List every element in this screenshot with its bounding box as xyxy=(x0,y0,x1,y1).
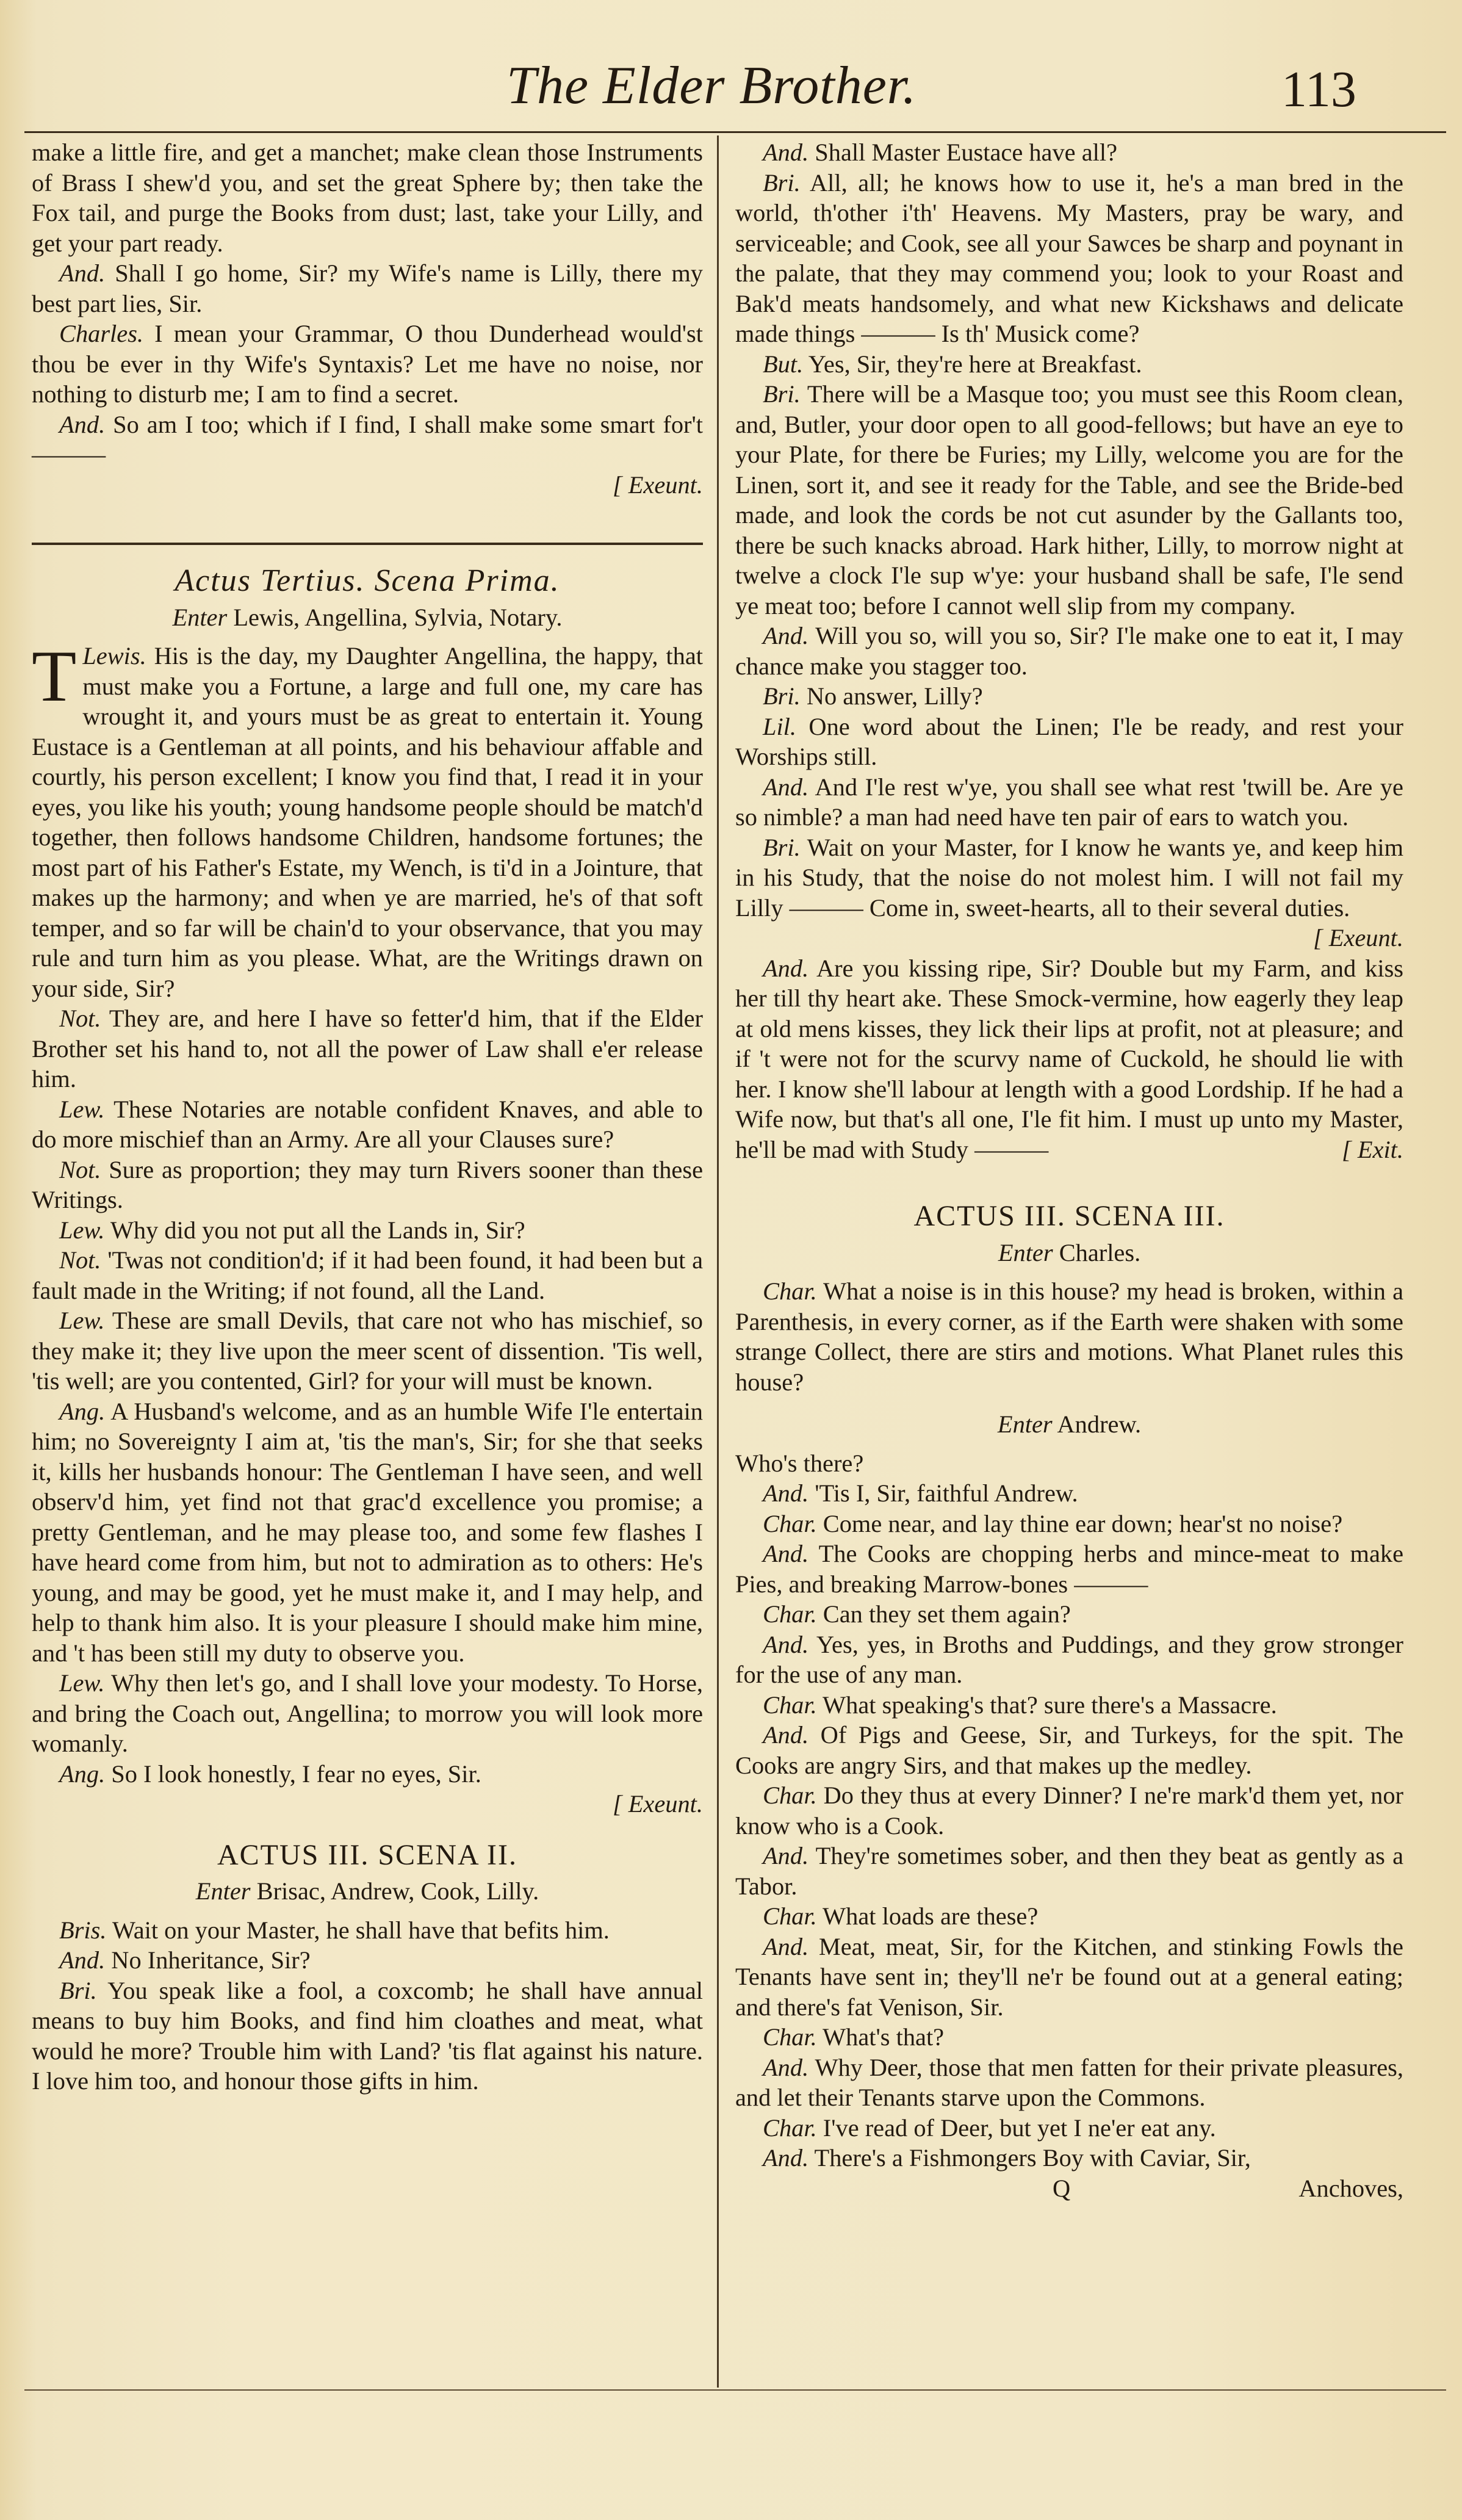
dialogue-text: Will you so, will you so, Sir? I'le make one to eat it, I may chance make you stagger too. xyxy=(735,622,1403,680)
speaker-name: Bri. xyxy=(763,380,801,408)
dialogue-line xyxy=(735,1509,1403,1539)
speaker-name: And. xyxy=(763,1540,809,1567)
dialogue-text: His is the day, my Daughter Angellina, the happy, that must make you a Fortune, a large and full one, my care has wrought it, and yours must be as great to entertain it. Young Eustace is a Gentleman at all points, and his behaviour affable and courtly, his person excellent; I know you find that, I read it in your eyes, you like his youth; young handsome people should be match'd together, then follows handsome Children, handsome fortunes; the most part of his Father's Estate, my Wench, is ti'd in a Jointure, that makes up the harmony; and when ye are married, he's of that soft temper, and so far will be chain'd to your observance, that you may rule and turn him as you please. What, are the Writings drawn on your side, Sir? xyxy=(32,642,703,1002)
dialogue-text: Are you kissing ripe, Sir? Double but my Farm, and kiss her till thy heart ake. These Smock-vermine, how eagerly they leap at old mens kisses, they lick their lips at profit, not at pleasure; and if 't were not for the scurvy name of Cuckold, he should lie with her. I know she'll labour at length with a good Lordship. If he had a Wife now, but that's all one, I'le fit him. I must up unto my Master, he'll be mad with Study ——— xyxy=(735,954,1404,1163)
page-header xyxy=(24,12,1446,134)
scene-two-dialogue-continued xyxy=(735,137,1403,923)
dialogue-text: What's that? xyxy=(823,2023,945,2051)
dialogue-line xyxy=(735,832,1403,923)
speaker-name: Not. xyxy=(59,1155,101,1183)
dialogue-text: So am I too; which if I find, I shall make some smart for't ——— xyxy=(32,410,703,468)
speaker-name: Bri. xyxy=(59,1976,97,2004)
dialogue-text: So I look honestly, I fear no eyes, Sir. xyxy=(111,1760,481,1788)
dialogue-text: There will be a Masque too; you must see this Room clean, and, Butler, your door open to all good-fellows; but have an eye to your Plate, for there be Furies; my Lilly, welcome you are for the Linen, sort it, and see it ready for the Table, and see the Bride-bed made, and look the cords be not cut asunder by the Gallants too, there be such knacks abroad. Hark hither, Lilly, to morrow night at twelve a clock I'le sup w'ye: your husband shall be safe, I'le send ye meat too; before I cannot well slip from my company. xyxy=(735,380,1403,619)
dialogue-text: Yes, Sir, they're here at Breakfast. xyxy=(808,350,1142,378)
speaker-name: Not. xyxy=(59,1246,101,1274)
dialogue-text: Why Deer, those that men fatten for their private pleasures, and let their Tenants starve upon the Commons. xyxy=(735,2053,1403,2111)
dialogue-line xyxy=(32,1915,703,1946)
dialogue-line xyxy=(735,2143,1403,2173)
dialogue-line xyxy=(32,258,703,319)
speaker-name: Char. xyxy=(763,1277,817,1305)
dialogue-text: What speaking's that? sure there's a Massacre. xyxy=(823,1691,1277,1719)
dialogue-line xyxy=(735,772,1403,832)
dialogue-text: There's a Fishmongers Boy with Caviar, Sir, xyxy=(814,2144,1251,2172)
header-rule xyxy=(24,131,1446,133)
drop-cap: T xyxy=(32,635,77,717)
dialogue-text: make a little fire, and get a manchet; make clean those Instruments of Brass I shew'd you, and set the great Sphere by; then take the Fox tail, and purge the Books from dust; last, take your Lilly, and get your part ready. xyxy=(32,139,703,257)
dialogue-line xyxy=(32,635,703,1003)
scene-heading: Actus Tertius. Scena Prima. xyxy=(175,563,560,598)
stage-direction: [ Exeunt. xyxy=(1313,924,1403,951)
speaker-name: Char. xyxy=(763,1600,817,1628)
speaker-name: Lew. xyxy=(59,1095,105,1123)
dialogue-text: Wait on your Master, for I know he wants ye, and keep him in his Study, that the noise do not molest him. I will not fail my Lilly ——— Come in, sweet-hearts, all to their several duties. xyxy=(735,833,1403,922)
speaker-name: And. xyxy=(763,1479,809,1507)
dialogue-text: They are, and here I have so fetter'd him, that if the Elder Brother set his hand to, not all the power of Law shall e'er release him. xyxy=(32,1005,703,1092)
speaker-name: But. xyxy=(763,350,804,378)
dialogue-line xyxy=(735,2022,1403,2052)
speaker-name: And. xyxy=(763,139,809,166)
speaker-name: And. xyxy=(763,622,809,649)
dialogue-line xyxy=(735,1478,1403,1509)
dialogue-text: Why did you not put all the Lands in, Sir? xyxy=(110,1216,525,1244)
dialogue-text: Why then let's go, and I shall love your modesty. To Horse, and bring the Coach out, Angellina; to morrow you will look more womanly. xyxy=(32,1669,703,1757)
speaker-name: And. xyxy=(763,773,809,801)
dialogue-text: I've read of Deer, but yet I ne'er eat any. xyxy=(823,2114,1216,2142)
dialogue-line xyxy=(32,1759,703,1789)
dialogue-line: Who's there? xyxy=(735,1449,864,1477)
speaker-name: Lewis. xyxy=(82,642,146,670)
dialogue-line xyxy=(32,1668,703,1759)
dialogue-line xyxy=(32,1976,703,2096)
dialogue-text: These are small Devils, that care not who has mischief, so they make it; they live upon the meer scent of dissention. 'Tis well, 'tis well; are you contented, Girl? for your will must be known. xyxy=(32,1307,703,1395)
dialogue-text: Wait on your Master, he shall have that befits him. xyxy=(112,1916,610,1944)
speaker-name: And. xyxy=(763,1721,809,1749)
speaker-name: Ang. xyxy=(59,1760,106,1788)
dialogue-line xyxy=(735,168,1403,349)
dialogue-line xyxy=(32,1305,703,1396)
dialogue-text: They're sometimes sober, and then they beat as gently as a Tabor. xyxy=(735,1842,1403,1900)
speaker-name: And. xyxy=(763,1932,809,1960)
speaker-name: Not. xyxy=(59,1005,101,1032)
dialogue-line xyxy=(735,1690,1403,1720)
dialogue-line xyxy=(32,1945,703,1976)
dialogue-line xyxy=(735,681,1403,712)
dialogue-line xyxy=(32,1094,703,1155)
speaker-name: Ang. xyxy=(59,1397,106,1425)
speaker-name: And. xyxy=(763,1630,809,1658)
speaker-name: Lew. xyxy=(59,1216,105,1244)
dialogue-text: I mean your Grammar, O thou Dunderhead would'st thou be ever in thy Wife's Syntaxis? Let me have no noise, nor nothing to disturb me; I am to find a secret. xyxy=(32,320,703,408)
dialogue-text: These Notaries are notable confident Knaves, and able to do more mischief than an Army. Are all your Clauses sure? xyxy=(32,1095,704,1153)
dialogue-text: And I'le rest w'ye, you shall see what rest 'twill be. Are ye so nimble? a man had need have ten pair of ears to watch you. xyxy=(735,773,1403,831)
dialogue-text: Can they set them again? xyxy=(823,1600,1071,1628)
speaker-name: Bri. xyxy=(763,833,801,861)
dialogue-line xyxy=(735,1720,1403,1780)
speaker-name: Charles. xyxy=(59,320,144,347)
speaker-name: Bri. xyxy=(763,682,801,710)
dialogue-text: Yes, yes, in Broths and Puddings, and they grow stronger for the use of any man. xyxy=(735,1630,1404,1688)
speaker-name: Char. xyxy=(763,1782,817,1809)
speaker-name: And. xyxy=(763,2144,809,2172)
continued-dialogue xyxy=(32,137,703,470)
speaker-name: Lew. xyxy=(59,1307,105,1334)
dialogue-line xyxy=(735,2113,1403,2143)
dialogue-line xyxy=(32,319,703,410)
catchword: Anchoves, xyxy=(1298,2174,1403,2202)
dialogue-text: No Inheritance, Sir? xyxy=(111,1946,311,1974)
speaker-name: Char. xyxy=(763,1691,817,1719)
dialogue-text: Meat, meat, Sir, for the Kitchen, and stinking Fowls the Tenants have sent in; they'll ne'r be found out at a general eating; and there's fat Venison, Sir. xyxy=(735,1932,1403,2021)
dialogue-text: The Cooks are chopping herbs and mince-meat to make Pies, and breaking Marrow-bones ——— xyxy=(735,1540,1403,1598)
dialogue-line xyxy=(32,410,703,470)
dialogue-line xyxy=(735,1276,1403,1397)
right-column xyxy=(735,137,1403,2204)
speaker-name: Bris. xyxy=(59,1916,107,1944)
dialogue-text: What loads are these? xyxy=(823,1902,1039,1930)
dialogue-line xyxy=(735,1780,1403,1841)
speaker-name: Char. xyxy=(763,1902,817,1930)
scene-heading: ACTUS III. SCENA III. xyxy=(913,1200,1225,1232)
dialogue-text: Come near, and lay thine ear down; hear'st no noise? xyxy=(823,1509,1343,1537)
dialogue-line xyxy=(735,349,1403,380)
stage-direction: [ Exeunt. xyxy=(612,1790,703,1818)
speaker-name: Char. xyxy=(763,2114,817,2142)
dialogue-line xyxy=(735,1841,1403,1901)
dialogue-line xyxy=(735,1630,1403,1690)
dialogue-text: A Husband's welcome, and as an humble Wife I'le entertain him; no Sovereignty I aim at, 'tis the man's, Sir; for she that seeks it, kills her husbands honour: The Gentleman I have seen, and well observ'd him, yet find not that grac'd excellence you promise; a pretty Gentleman, and he may please too, and some few flashes I have heard come from him, but not to admiration as to others: He's young, and may be good, yet he must make it, and I may help, and help to thank him also. It is your pleasure I should make him mine, and 't has been still my duty to observe you. xyxy=(32,1397,703,1667)
stage-direction: [ Exit. xyxy=(1342,1135,1403,1163)
stage-direction: [ Exeunt. xyxy=(612,471,703,499)
dialogue-text: What a noise is in this house? my head is broken, within a Parenthesis, in every corner, as if the Earth were shaken with some strange Collect, there are stirs and motions. What Planet rules this house? xyxy=(735,1277,1403,1396)
scene-one-dialogue xyxy=(32,1003,703,1789)
bottom-rule xyxy=(24,2389,1446,2391)
speaker-name: And. xyxy=(763,2053,809,2081)
dialogue-line xyxy=(32,1396,703,1669)
dialogue-line xyxy=(32,1215,703,1246)
dialogue-line xyxy=(735,379,1403,621)
scene-two-dialogue xyxy=(32,1915,703,2096)
speaker-name: And. xyxy=(763,954,809,982)
scene-heading: ACTUS III. SCENA II. xyxy=(217,1838,517,1871)
dialogue-text: 'Tis I, Sir, faithful Andrew. xyxy=(815,1479,1078,1507)
dialogue-line xyxy=(735,1599,1403,1630)
column-divider xyxy=(717,135,719,2388)
stage-direction-enter: Enter Charles. xyxy=(998,1238,1141,1266)
page-number: 113 xyxy=(1281,61,1356,118)
dialogue-text: No answer, Lilly? xyxy=(806,682,983,710)
scene-divider xyxy=(32,543,703,545)
dialogue-text: One word about the Linen; I'le be ready, and rest your Worships still. xyxy=(735,712,1403,770)
dialogue-text: 'Twas not condition'd; if it had been found, it had been but a fault made in the Writing; if not found, all the Land. xyxy=(32,1246,704,1304)
left-column xyxy=(32,137,703,2096)
speaker-name: And. xyxy=(763,1842,809,1869)
speaker-name: And. xyxy=(59,1946,106,1974)
stage-direction-enter: Enter Lewis, Angellina, Sylvia, Notary. xyxy=(172,603,563,631)
dialogue-line xyxy=(735,2052,1403,2113)
dialogue-text: Shall I go home, Sir? my Wife's name is Lilly, there my best part lies, Sir. xyxy=(32,259,703,317)
dialogue-line xyxy=(735,137,1403,168)
page-footer xyxy=(735,2173,1403,2204)
speaker-name: And. xyxy=(59,259,106,287)
dialogue-line xyxy=(32,1003,703,1094)
speaker-name: Lil. xyxy=(763,712,797,740)
dialogue-line xyxy=(32,137,703,258)
dialogue-line xyxy=(32,1245,703,1305)
dialogue-line xyxy=(32,1155,703,1215)
running-title: The Elder Brother. xyxy=(506,56,917,115)
dialogue-line xyxy=(735,712,1403,772)
dialogue-text: Shall Master Eustace have all? xyxy=(815,139,1117,166)
scene-three-dialogue xyxy=(735,1478,1403,2173)
signature-mark: Q xyxy=(1053,2174,1071,2202)
dialogue-text: You speak like a fool, a coxcomb; he shall have annual means to buy him Books, and find him cloathes and meat, what would he more? Trouble him with Land? 'tis flat against his nature. I love him too, and honour those gifts in him. xyxy=(32,1976,703,2095)
speaker-name: Char. xyxy=(763,2023,817,2051)
dialogue-text: Sure as proportion; they may turn Rivers sooner than these Writings. xyxy=(32,1155,703,1213)
speaker-name: Lew. xyxy=(59,1669,105,1697)
dialogue-line xyxy=(735,953,1403,1165)
dialogue-line xyxy=(735,621,1403,681)
dialogue-line xyxy=(735,1539,1403,1599)
dialogue-line xyxy=(735,1901,1403,1932)
speaker-name: Bri. xyxy=(763,168,801,197)
dialogue-text: Do they thus at every Dinner? I ne're mark'd them yet, nor know who is a Cook. xyxy=(735,1782,1403,1839)
speaker-name: And. xyxy=(59,410,106,438)
stage-direction-enter: Enter Andrew. xyxy=(997,1410,1142,1438)
dialogue-text: Of Pigs and Geese, Sir, and Turkeys, for the spit. The Cooks are angry Sirs, and that makes up the medley. xyxy=(735,1721,1403,1779)
dialogue-text: All, all; he knows how to use it, he's a man bred in the world, th'other i'th' Heavens. My Masters, pray be wary, and serviceable; and Cook, see all your Sawces be sharp and poynant in the palate, that they may commend you; look to your Roast and Bak'd meats handsomely, and what new Kickshaws and delicate made things ——— Is th' Musick come? xyxy=(735,168,1403,347)
stage-direction-enter: Enter Brisac, Andrew, Cook, Lilly. xyxy=(195,1877,539,1905)
dialogue-line xyxy=(735,1932,1403,2023)
speaker-name: Char. xyxy=(763,1509,817,1537)
